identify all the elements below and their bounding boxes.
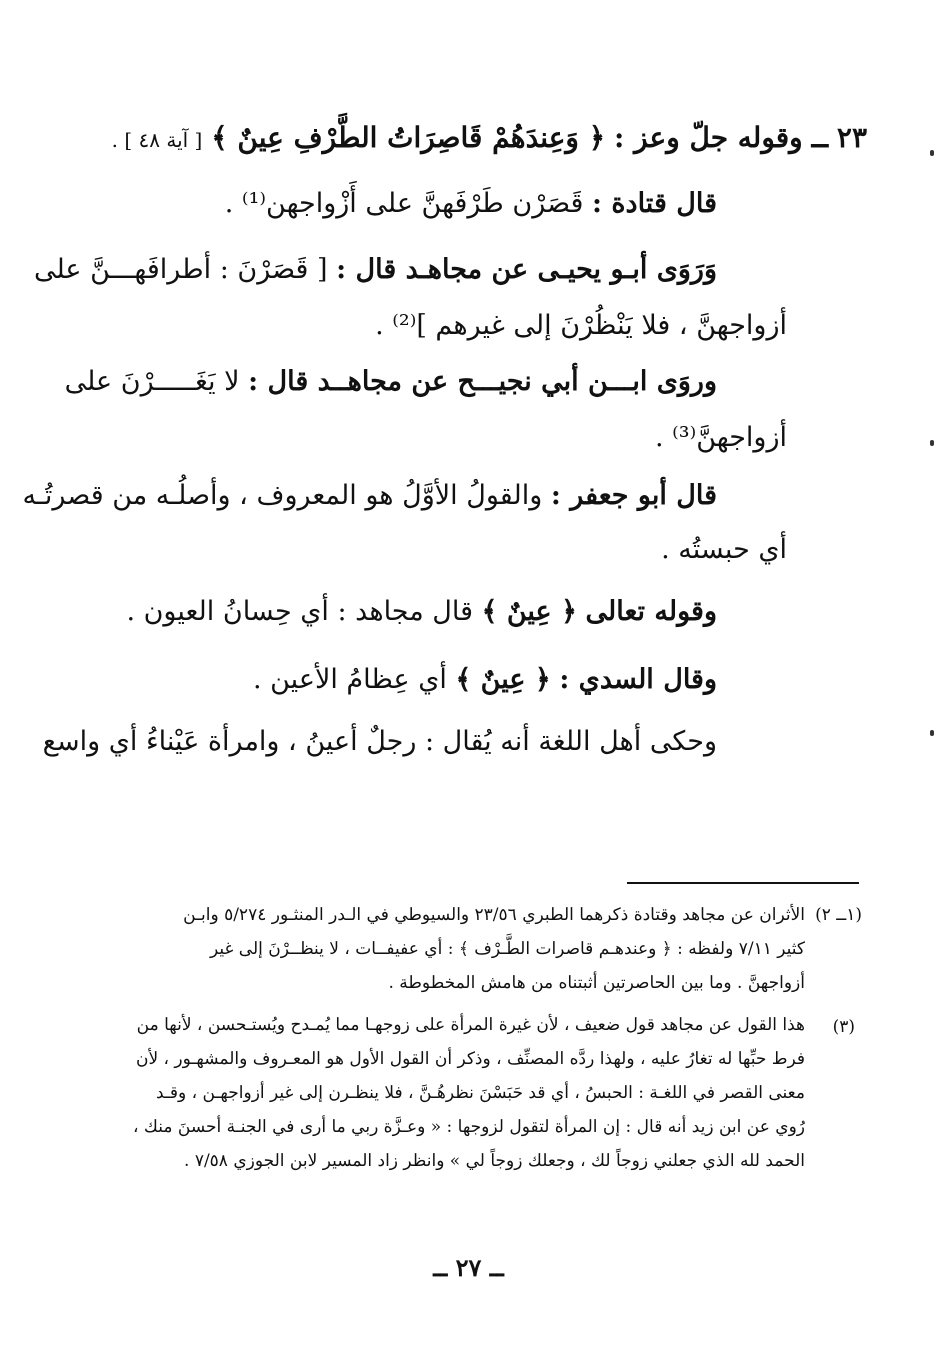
- entry-number: ٢٣: [836, 121, 867, 154]
- footnote-line: الحمد لله الذي جعلني زوجاً لك ، وجعلك زوجاً لي » وانظر زاد المسير لابن الجوزي ٧/٥٨ .: [184, 1151, 805, 1171]
- paragraph-text: والقولُ الأوَّلُ هو المعروف ، وأصلُـه من قصرتُـه: [22, 480, 543, 511]
- paragraph-text: أزواجهنَّ⁽³⁾ .: [654, 422, 787, 453]
- paragraph-text: أزواجهنَّ ، فلا يَنْظُرْنَ إلى غيرهم ]⁽²⁾ .: [375, 310, 787, 341]
- paragraph-ibn-abi-najih: [65, 362, 717, 402]
- footnote-separator: [627, 882, 859, 884]
- speaker-label: وقوله تعالى: [585, 596, 717, 627]
- paragraph-text: وحكى أهل اللغة أنه يُقال : رجلٌ أعينُ ، وامرأة عَيْناءُ أي واسع: [42, 726, 717, 757]
- entry-heading: [112, 118, 867, 160]
- speaker-label: قال قتادة :: [592, 188, 717, 219]
- entry-lead: وقوله جلّ وعز :: [614, 121, 803, 154]
- quran-quote: ﴿ عِينٌ ﴾: [455, 664, 551, 695]
- paragraph-suddi: [253, 660, 717, 700]
- paragraph-text: أي حبستُه .: [661, 534, 787, 565]
- quran-quote: ﴿ عِينٌ ﴾: [481, 596, 577, 627]
- paragraph-qawluhu: [126, 592, 717, 632]
- paragraph-continuation: [661, 530, 787, 570]
- footnote-line: أزواجهنَّ . وما بين الحاصرتين أثبتناه من هامش المخطوطة .: [388, 973, 805, 993]
- paragraph-text: قَصَرْن طَرْفَهنَّ على أَزْواجهن⁽¹⁾ .: [224, 188, 584, 219]
- footnote-line: معنى القصر في اللغـة : الحبسُ ، أي قد حَبَسْنَ نظرهُـنَّ ، فلا ينظـرن إلى غير أزواجهـن ، وقـد: [155, 1083, 805, 1103]
- speaker-label: وَرَوَى أبـو يحيـى عن مجاهـد قال :: [336, 254, 717, 285]
- speaker-label: وروَى ابـــن أبي نجيـــح عن مجاهــد قال :: [248, 366, 717, 397]
- paragraph-continuation: [655, 418, 787, 458]
- paragraph-text: قال مجاهد : أي حِسانُ العيون .: [126, 596, 474, 627]
- footnote-line: هذا القول عن مجاهد قول ضعيف ، لأن غيرة المرأة على زوجهـا مما يُمـدح ويُستـحسن ، لأنها من: [136, 1015, 805, 1035]
- footnote-line: رُوي عن ابن زيد أنه قال : إن المرأة لتقول لزوجها : « وعـزَّة ربي ما أرى في الجنـة أحسنَ منك ،: [133, 1117, 805, 1137]
- paragraph-qatada: [225, 184, 717, 224]
- footnote-line: فرط حبِّها له تغارُ عليه ، ولهذا ردَّه المصنِّف ، وذكر أن القول الأول هو المعـروف والمشهـور ، لأن: [135, 1049, 805, 1069]
- footnote-marker: (١ــ ٢): [815, 905, 862, 925]
- footnote-line: الأثران عن مجاهد وقتادة ذكرهما الطبري ٢٣/٥٦ والسيوطي في الـدر المنثـور ٥/٢٧٤ وابـن: [183, 905, 805, 925]
- paragraph-abu-jafar: [23, 476, 718, 516]
- speaker-label: وقال السدي :: [559, 664, 717, 695]
- paragraph-text: لا يَغَـــــرْنَ على: [64, 366, 240, 397]
- ayah-reference: [ آية ٤٨ ] .: [111, 128, 203, 152]
- paragraph-abu-yahya: [34, 250, 717, 290]
- entry-dash: ــ: [811, 121, 829, 154]
- scan-speck: [930, 730, 934, 736]
- scan-speck: [930, 150, 934, 156]
- footnote-line: كثير ٧/١١ ولفظه : ﴿ وعندهـم قاصرات الطَّـرْف ﴾ : أي عفيفــات ، لا ينظــرْنَ إلى غير: [209, 939, 805, 959]
- paragraph-text: أي عِظامُ الأعين .: [252, 664, 447, 695]
- speaker-label: قال أبو جعفر :: [550, 480, 717, 511]
- page-number: ــ ٢٧ ــ: [433, 1253, 504, 1282]
- paragraph-continuation: [375, 306, 787, 346]
- paragraph-text: [ قَصَرْنَ : أطرافَهـــنَّ على: [33, 254, 328, 285]
- quran-quote: ﴿ وَعِندَهُمْ قَاصِرَاتُ الطَّرْفِ عِينٌ ﴾: [211, 121, 606, 154]
- paragraph-ahl-al-lugha: [43, 722, 717, 762]
- scan-speck: [930, 440, 934, 446]
- footnote-marker: (٣): [832, 1017, 855, 1037]
